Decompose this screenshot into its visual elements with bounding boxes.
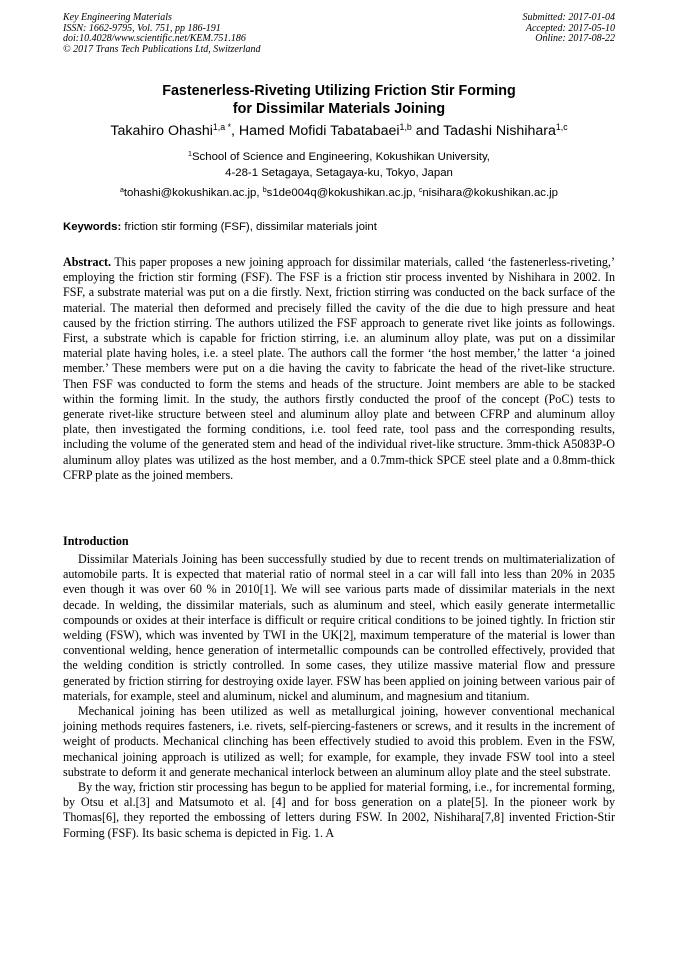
author-name: Takahiro Ohashi xyxy=(110,123,213,139)
email-superscript: c xyxy=(418,187,423,195)
keywords-text: friction stir forming (FSF), dissimilar materials joint xyxy=(121,221,377,233)
author-superscript: 1,c xyxy=(555,122,568,133)
affiliation-line-2: 4-28-1 Setagaya, Setagaya-ku, Tokyo, Japan xyxy=(225,167,453,179)
abstract-text: This paper proposes a new joining approach for dissimilar materials, called ‘the fastenerless-riveting,’ employing the friction stir forming (FSF). The FSF is a friction stir process invented by Nishihara in 2002. In FSF, a substrate material was put on a die firstly. Next, friction stirring was conducted on the back surface of the material. The material then deformed and precisely filled the cavity of the die due to high pressure and heat caused by the friction stirring. The authors utilized the FSF approach to generate rivet like joints as followings. First, a substrate which is capable for friction stirring, i.e. an aluminum alloy plate, was put on a dissimilar material plate having holes, i.e. a steel plate. The authors call the former ‘the host member,’ the latter ‘a joined member.’ These members were put on a die having the cavity to fabricate the head of the rivet-like structure. Then FSF was conducted to form the stems and heads of the structure. Joint members are able to be stacked within the forming limit. In the study, the authors firstly conducted the proof of the concept (PoC) tests to generate rivet-like structure between steel and aluminum alloy plate and between CFRP and aluminum alloy plate, then investigated the forming conditions, i.e. tool feed rate, tool pass and the corresponding results, including the volume of the generated stem and head of the individual rivet-like structure. 3mm-thick A5083P-O aluminum alloy plates was utilized as the host member, and a 0.7mm-thick SPCE steel plate and a 0.8mm-thick CFRP plate as the joined members. xyxy=(63,255,615,482)
keywords-label: Keywords: xyxy=(63,221,122,233)
author-name: Tadashi Nishihara xyxy=(443,123,556,139)
section-heading-introduction: Introduction xyxy=(63,534,129,548)
affiliation-superscript: 1 xyxy=(188,151,192,159)
copyright-line: © 2017 Trans Tech Publications Ltd, Switzerland xyxy=(63,43,261,55)
title-line-1: Fastenerless-Riveting Utilizing Friction Stir Forming xyxy=(162,83,516,99)
submitted-date: Submitted: 2017-01-04 xyxy=(522,12,615,23)
doi-line: doi:10.4028/www.scientific.net/KEM.751.186 xyxy=(63,33,246,45)
email-address: s1de004q@kokushikan.ac.jp, xyxy=(266,187,419,199)
author-list xyxy=(40,122,638,140)
author-superscript: 1,a * xyxy=(212,122,232,133)
paragraph: Dissimilar Materials Joining has been successfully studied by due to recent trends on multimaterialization of automobile parts. It is expected that material ratio of normal steel in a car will fall into less than 20% in 2035 even though it was over 60 % in 2010[1]. We will see various parts made of dissimilar materials in the next decade. In welding, the dissimilar materials, such as aluminum and steel, which easily generate intermetallic compounds or oxides at their interface is difficult or require critical conditions to be joined tightly. In friction stir welding (FSW), which was invented by TWI in the UK[2], maximum temperature of the material is lower than conventional welding, hence generation of intermetallic compounds can be controlled effectively, provided that the welding condition is strictly controlled. In some cases, they utilize massive material flow and pressure generated by friction stirring for destroying oxide layer. FSW has been applied on joining between various pair of materials, for example, steel and aluminum, nickel and aluminum, and magnesium and titanium. xyxy=(63,552,615,703)
paragraph: Mechanical joining has been utilized as well as metallurgical joining, however conventional mechanical joining methods requires fasteners, i.e. rivets, self-piercing-fasteners or screws, and it results in the increment of weight of products. Mechanical clinching has been effectively studied to avoid this problem. Even in the FSW, mechanical joining approach is utilized as well; for example, for example, they invade FSW tool into a steel substrate to deform it and generate mechanical interlock between an aluminum alloy plate and the steel substrate. xyxy=(63,704,615,779)
issn-line: ISSN: 1662-9795, Vol. 751, pp 186-191 xyxy=(63,22,221,34)
dates-header xyxy=(523,13,616,45)
author-name: Hamed Mofidi Tabatabaei xyxy=(238,123,400,139)
affiliation-line-1: $^1$School of Science and Engineering, Kokushikan University, xyxy=(188,151,490,163)
journal-name: Key Engineering Materials xyxy=(63,12,172,23)
abstract xyxy=(63,255,615,483)
paper-title xyxy=(63,83,615,118)
journal-header xyxy=(63,13,261,55)
introduction-body xyxy=(63,552,615,841)
online-date: Online: 2017-08-22 xyxy=(535,33,615,45)
abstract-label: Abstract. xyxy=(63,255,112,269)
title-line-2: for Dissimilar Materials Joining xyxy=(232,100,446,117)
email-address: nisihara@kokushikan.ac.jp xyxy=(422,187,559,199)
author-separator: and xyxy=(411,123,444,139)
accepted-date: Accepted: 2017-05-10 xyxy=(525,22,615,34)
email-superscript: b xyxy=(262,187,267,195)
email-superscript: a xyxy=(119,187,124,195)
email-list xyxy=(40,186,638,200)
paragraph: By the way, friction stir processing has begun to be applied for material forming, i.e., for incremental forming, by Otsu et al.[3] and Matsumoto et al. [4] and for boss generation on a plate[5]. In the pioneer work by Thomas[6], they reported the embossing of letters during FSW. In 2002, Nishihara[7,8] invented Friction-Stir Forming (FSF). Its basic schema is depicted in Fig. 1. A xyxy=(63,780,615,840)
author-superscript: 1,b xyxy=(399,122,412,133)
author-separator: , xyxy=(231,123,239,139)
email-address: tohashi@kokushikan.ac.jp, xyxy=(123,187,263,199)
affiliation xyxy=(63,149,615,181)
keywords xyxy=(63,220,615,234)
